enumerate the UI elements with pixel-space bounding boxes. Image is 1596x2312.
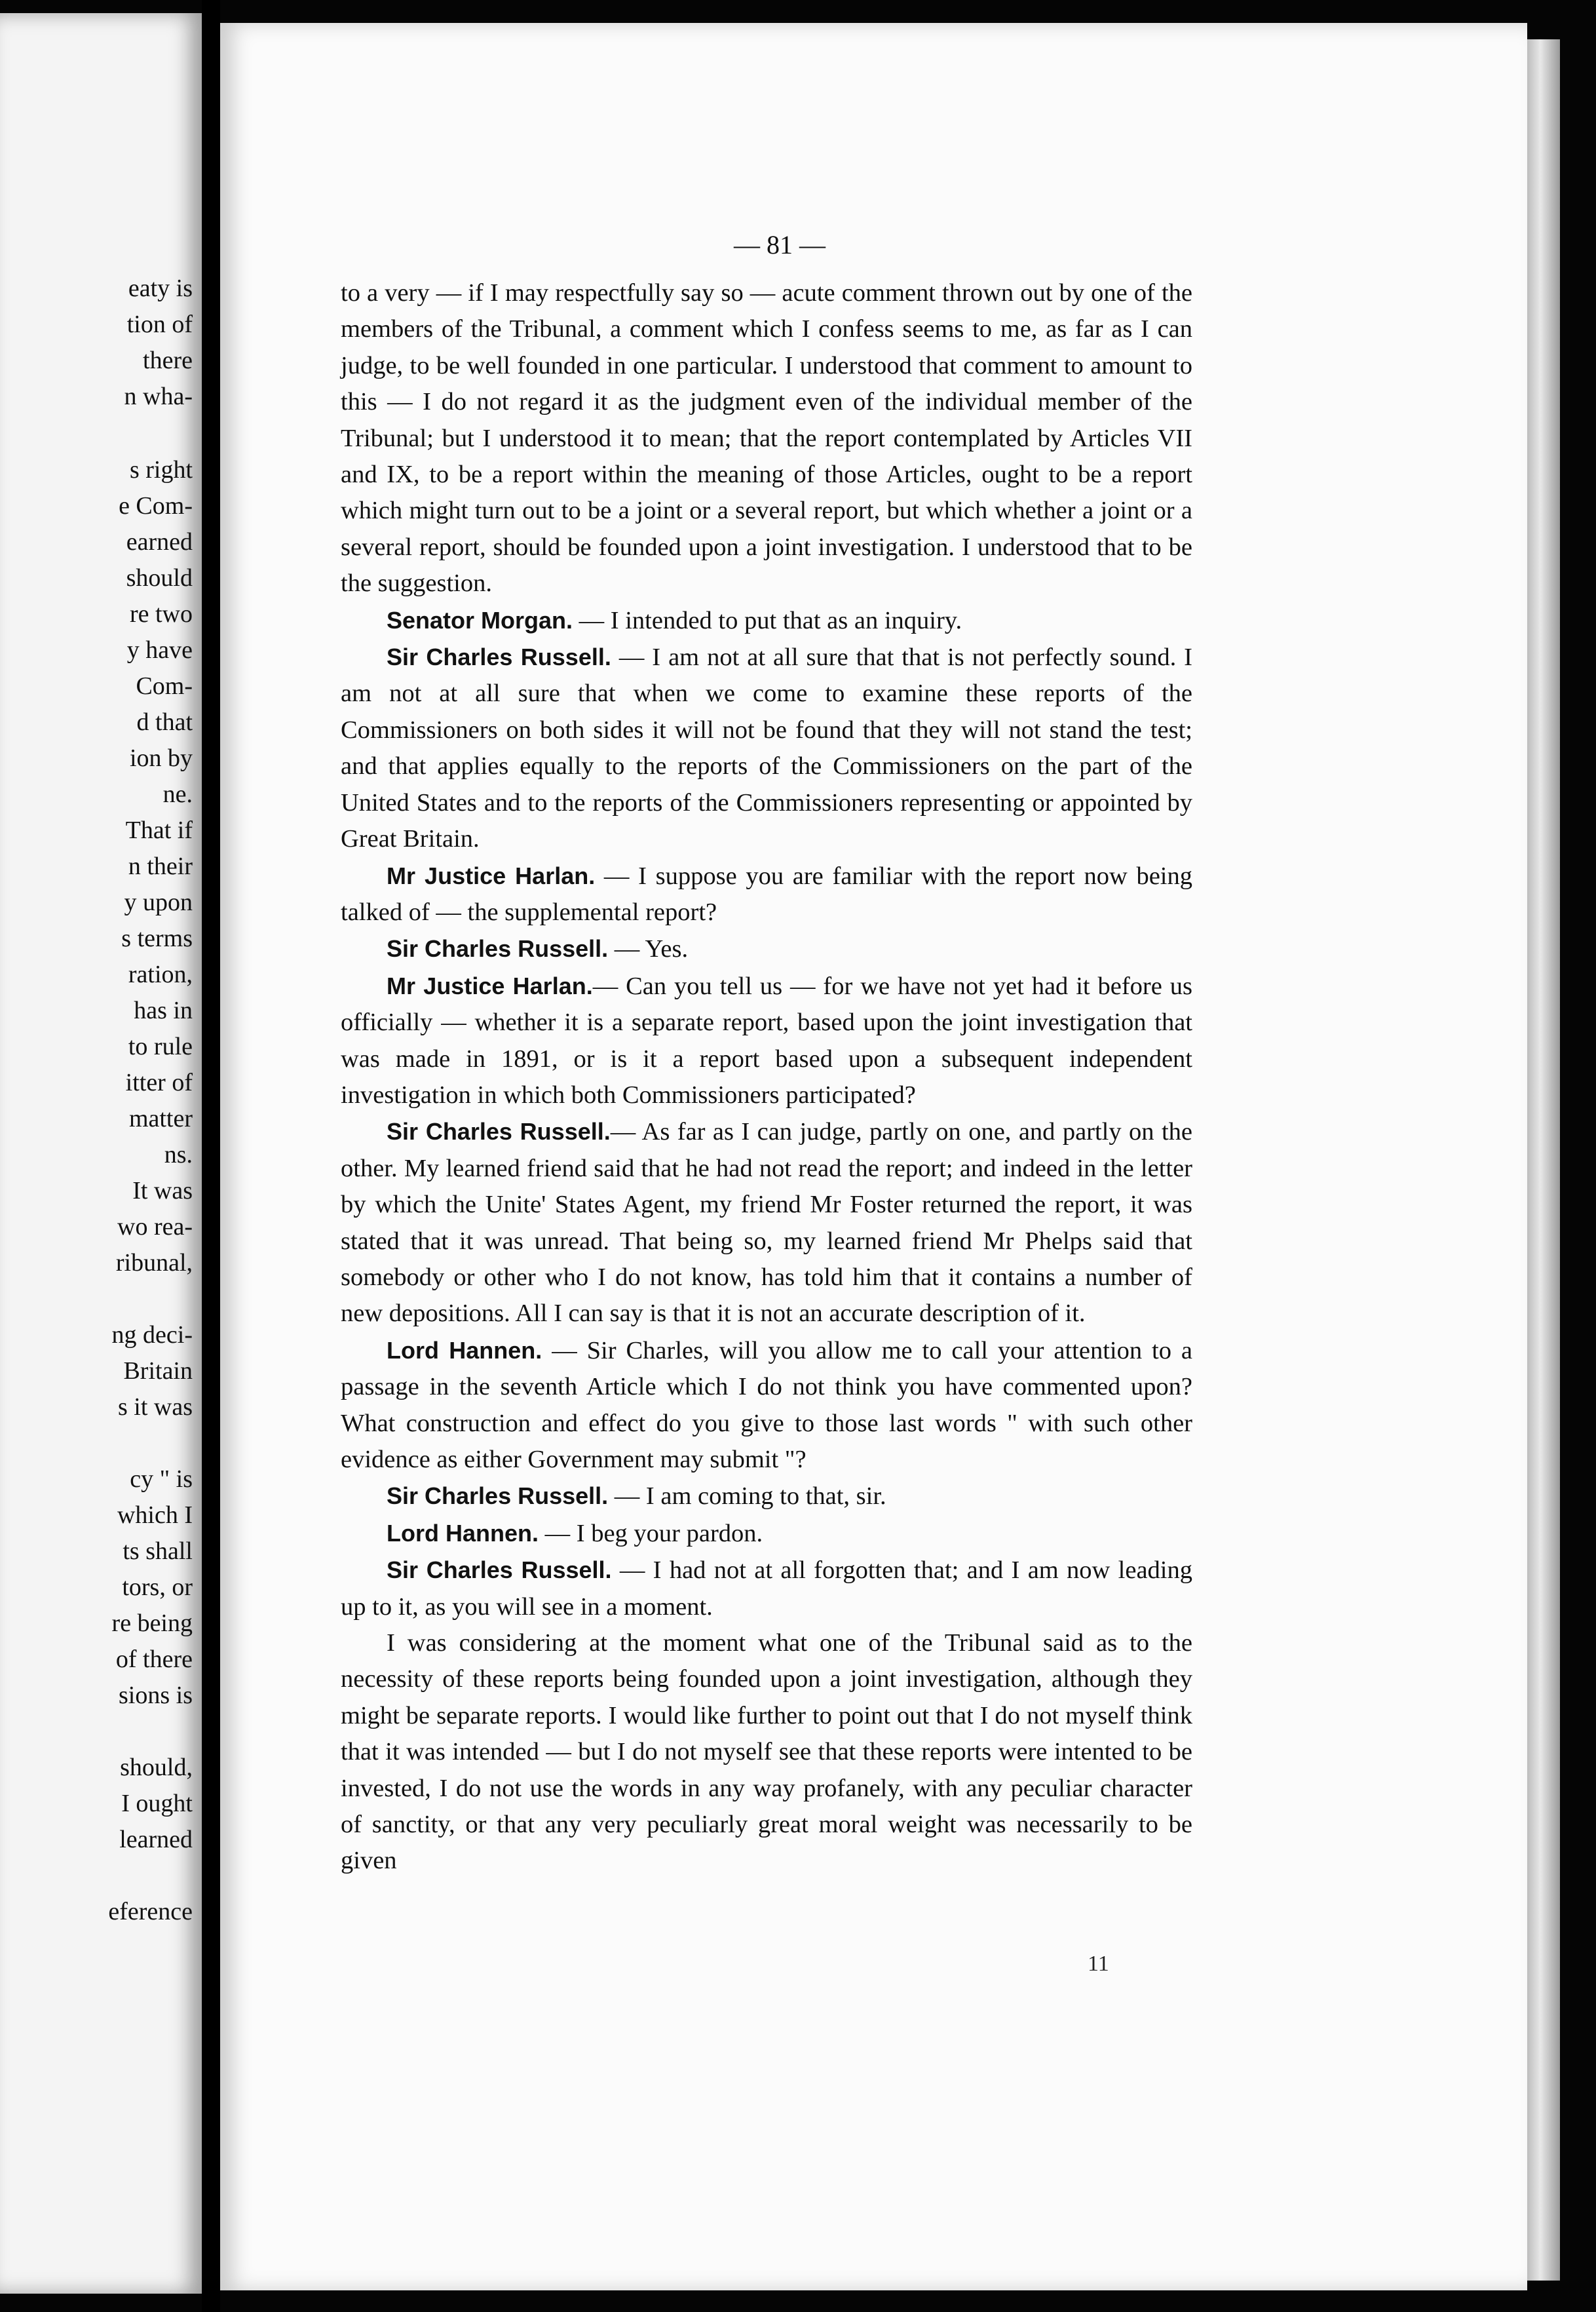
facing-page-line: learned — [119, 1826, 193, 1853]
speaker-name: Sir Charles Russell. — [387, 644, 611, 671]
paragraph-text: — Yes. — [608, 935, 689, 963]
facing-page-line: n wha- — [124, 383, 193, 410]
facing-page-line: tors, or — [122, 1573, 193, 1601]
paragraph — [341, 275, 1192, 602]
facing-page-line: Britain — [123, 1357, 193, 1385]
paragraph — [341, 1113, 1192, 1332]
facing-page-line: That if — [125, 817, 193, 844]
facing-page-line: Com- — [136, 672, 193, 700]
speaker-name: Lord Hannen. — [387, 1519, 539, 1547]
speaker-name: Lord Hannen. — [387, 1336, 542, 1364]
facing-page-line: wo rea- — [117, 1213, 193, 1241]
paragraph-text: — I had not at all forgotten that; and I am now leading up to it, as you will see in a moment. — [341, 1556, 1192, 1621]
paragraph-text: to a very — if I may respectfully say so — acute comment thrown out by one of the members of the Tribunal, a comment which I confess seems to me, as far as I can judge, to be well founded in one particular. I understood that comment to amount to this — I do not regard it as the judgment even of the individual member of the Tribunal; but I understood it to mean; that the report contemplated by Articles VII and IX, to be a report within the meaning of those Articles, ought to be a report which might turn out to be a joint or a several report, but which whether a joint or a several report, should be founded upon a joint investigation. I understood that to be the suggestion. — [341, 279, 1192, 598]
paragraph — [341, 1515, 1192, 1552]
facing-page-line: re being — [111, 1609, 193, 1637]
facing-page-line: ion by — [129, 744, 193, 772]
facing-page-line: matter — [128, 1105, 193, 1132]
facing-page-line: of there — [115, 1646, 193, 1673]
speaker-name: Mr Justice Harlan. — [387, 862, 596, 889]
page-number: — 81 — — [734, 230, 826, 260]
facing-page-line: ribunal, — [115, 1249, 193, 1277]
body-text — [341, 275, 1192, 1879]
speaker-name: Sir Charles Russell. — [387, 935, 609, 963]
paragraph-text: — I intended to put that as an inquiry. — [573, 606, 962, 634]
facing-page-line: e Com- — [119, 492, 193, 520]
paragraph-text: — I am not at all sure that that is not perfectly sound. I am not at all sure that when we come to examine these reports of the Commissioners on both sides it will not be found that they will not stand the test; and that applies equally to the reports of the Commissioners on the part of the United States and to the reports of the Commissioners representing or appointed by Great Britain. — [341, 644, 1193, 853]
book-gutter — [202, 0, 220, 2312]
facing-page-line: eaty is — [128, 275, 193, 302]
paragraph — [341, 1552, 1192, 1625]
paragraph — [341, 1625, 1192, 1879]
paragraph — [341, 639, 1192, 857]
paragraph-text: — I beg your pardon. — [539, 1519, 763, 1547]
speaker-name: Sir Charles Russell. — [387, 1556, 612, 1584]
facing-page-line: eference — [108, 1898, 193, 1925]
paragraph — [341, 968, 1192, 1114]
paragraph-text: — I suppose you are familiar with the report now being talked of — the supplemental report? — [341, 862, 1192, 926]
paragraph-text: — As far as I can judge, partly on one, and partly on the other. My learned friend said that he had not read the report; and indeed in the letter by which the Unite' States Agent, my friend Mr Foster returned the report, it was stated that it was unread. That being so, my learned friend Mr Phelps said that somebody or other who I do not know, has told him that it contains a number of new depositions. All I can say is that it is not an accurate description of it. — [341, 1118, 1193, 1328]
facing-page-line: ns. — [164, 1141, 193, 1168]
paragraph-text: — Sir Charles, will you allow me to call your attention to a passage in the seventh Article which I do not think you have commented upon? What construction and effect do you give to those last words " with such other evidence as either Government may submit "? — [341, 1336, 1192, 1473]
facing-page-line: there — [143, 347, 193, 374]
facing-page — [0, 13, 202, 2294]
facing-page-line: y have — [126, 636, 193, 664]
paragraph-text: — I am coming to that, sir. — [608, 1482, 886, 1511]
facing-page-line: should — [126, 564, 193, 592]
paragraph — [341, 931, 1192, 967]
signature-mark: 11 — [1088, 1952, 1109, 1976]
facing-page-line: ne. — [162, 780, 193, 808]
facing-page-line: I ought — [121, 1790, 193, 1817]
facing-page-line: tion of — [126, 311, 193, 338]
facing-page-line: cy " is — [130, 1465, 193, 1493]
facing-page-line: which I — [117, 1501, 193, 1529]
facing-page-line: s terms — [121, 925, 193, 952]
paragraph — [341, 858, 1192, 931]
paragraph — [341, 1332, 1192, 1478]
page-edge — [1527, 39, 1560, 2281]
facing-page-line: ng deci- — [111, 1321, 193, 1349]
facing-page-line: itter of — [125, 1069, 193, 1096]
facing-page-line: y upon — [124, 889, 193, 916]
paragraph-text: I was considering at the moment what one of the Tribunal said as to the necessity of these reports being founded upon a joint investigation, although they might be separate reports. I would like further to point out that I do not myself think that it was intended — but I do not myself see that these reports were intented to be invested, I do not use the words in any way profanely, with any peculiar character of sanctity, or that any very peculiarly great moral weight was necessarily to be given — [341, 1629, 1192, 1875]
paragraph — [341, 1478, 1192, 1514]
facing-page-line: re two — [129, 600, 193, 628]
facing-page-line: s right — [129, 456, 193, 484]
facing-page-line: sions is — [119, 1682, 193, 1709]
facing-page-line: ts shall — [123, 1537, 193, 1565]
paragraph — [341, 602, 1192, 639]
facing-page-line: to rule — [128, 1033, 193, 1060]
facing-page-line: has in — [134, 997, 193, 1024]
facing-page-line: s it was — [118, 1393, 193, 1421]
facing-page-line: n their — [128, 853, 193, 880]
facing-page-line: d that — [136, 708, 193, 736]
paragraph-text: — Can you tell us — for we have not yet had it before us officially — whether it is a separate report, based upon the joint investigation that was made in 1891, or is it a report based upon a subsequent independent investigation in which both Commissioners participated? — [341, 972, 1192, 1109]
speaker-name: Sir Charles Russell. — [387, 1118, 611, 1146]
speaker-name: Mr Justice Harlan. — [387, 972, 593, 999]
facing-page-line: It was — [132, 1177, 193, 1204]
speaker-name: Senator Morgan. — [387, 606, 573, 634]
facing-page-line: ration, — [128, 961, 193, 988]
speaker-name: Sir Charles Russell. — [387, 1482, 609, 1510]
facing-page-line: should, — [120, 1754, 193, 1781]
facing-page-line: earned — [126, 528, 193, 556]
